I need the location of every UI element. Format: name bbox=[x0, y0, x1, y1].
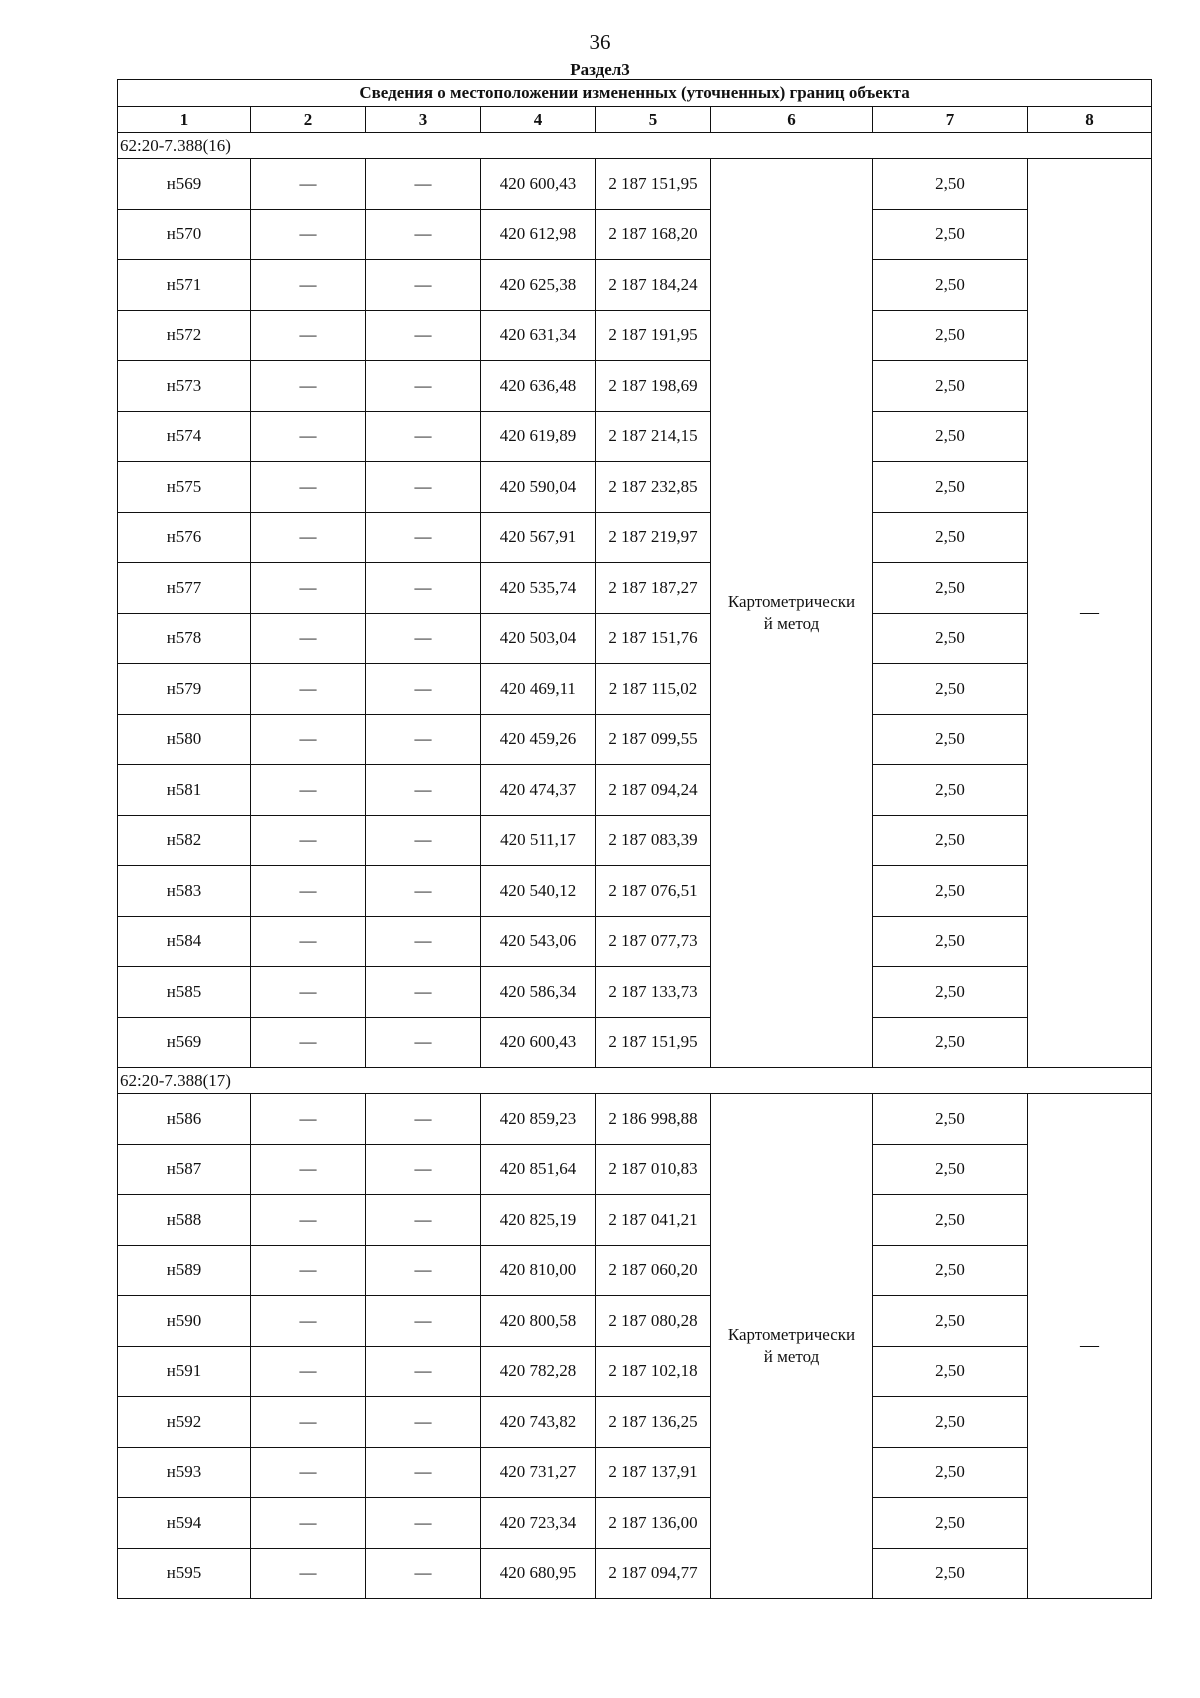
column-2-value: — bbox=[251, 159, 366, 210]
x-coordinate: 420 723,34 bbox=[481, 1498, 596, 1549]
table-row bbox=[118, 310, 1152, 361]
accuracy-value: 2,50 bbox=[873, 1397, 1028, 1448]
column-3-value: — bbox=[366, 664, 481, 715]
column-3-value: — bbox=[366, 613, 481, 664]
column-number: 6 bbox=[711, 107, 873, 133]
point-name: н593 bbox=[118, 1447, 251, 1498]
table-row bbox=[118, 765, 1152, 816]
column-number: 1 bbox=[118, 107, 251, 133]
point-name: н577 bbox=[118, 563, 251, 614]
y-coordinate: 2 187 077,73 bbox=[596, 916, 711, 967]
table-row bbox=[118, 1195, 1152, 1246]
accuracy-value: 2,50 bbox=[873, 1548, 1028, 1599]
page-number: 36 bbox=[589, 30, 611, 54]
column-3-value: — bbox=[366, 967, 481, 1018]
table-row bbox=[118, 967, 1152, 1018]
y-coordinate: 2 187 060,20 bbox=[596, 1245, 711, 1296]
column-3-value: — bbox=[366, 1346, 481, 1397]
x-coordinate: 420 511,17 bbox=[481, 815, 596, 866]
x-coordinate: 420 859,23 bbox=[481, 1094, 596, 1145]
x-coordinate: 420 851,64 bbox=[481, 1144, 596, 1195]
column-2-value: — bbox=[251, 1447, 366, 1498]
table-row bbox=[118, 260, 1152, 311]
column-3-value: — bbox=[366, 1144, 481, 1195]
column-2-value: — bbox=[251, 714, 366, 765]
x-coordinate: 420 800,58 bbox=[481, 1296, 596, 1347]
column-2-value: — bbox=[251, 1144, 366, 1195]
column-2-value: — bbox=[251, 866, 366, 917]
x-coordinate: 420 631,34 bbox=[481, 310, 596, 361]
x-coordinate: 420 612,98 bbox=[481, 209, 596, 260]
accuracy-value: 2,50 bbox=[873, 1447, 1028, 1498]
column-3-value: — bbox=[366, 916, 481, 967]
column-3-value: — bbox=[366, 714, 481, 765]
y-coordinate: 2 187 151,76 bbox=[596, 613, 711, 664]
boundary-coordinates-table bbox=[117, 79, 1152, 1599]
y-coordinate: 2 187 184,24 bbox=[596, 260, 711, 311]
method-cell bbox=[711, 159, 873, 1068]
y-coordinate: 2 187 076,51 bbox=[596, 866, 711, 917]
y-coordinate: 2 187 083,39 bbox=[596, 815, 711, 866]
column-2-value: — bbox=[251, 1245, 366, 1296]
table-row bbox=[118, 1296, 1152, 1347]
group-header-row bbox=[118, 1068, 1152, 1094]
column-number: 2 bbox=[251, 107, 366, 133]
y-coordinate: 2 187 187,27 bbox=[596, 563, 711, 614]
point-name: н589 bbox=[118, 1245, 251, 1296]
point-name: н586 bbox=[118, 1094, 251, 1145]
method-cell bbox=[711, 1094, 873, 1599]
method-text-line2: й метод bbox=[763, 1347, 820, 1366]
x-coordinate: 420 743,82 bbox=[481, 1397, 596, 1448]
accuracy-value: 2,50 bbox=[873, 967, 1028, 1018]
column-2-value: — bbox=[251, 765, 366, 816]
x-coordinate: 420 535,74 bbox=[481, 563, 596, 614]
column-2-value: — bbox=[251, 664, 366, 715]
y-coordinate: 2 187 219,97 bbox=[596, 512, 711, 563]
column-3-value: — bbox=[366, 512, 481, 563]
accuracy-value: 2,50 bbox=[873, 714, 1028, 765]
x-coordinate: 420 782,28 bbox=[481, 1346, 596, 1397]
table-body bbox=[118, 80, 1152, 1599]
accuracy-value: 2,50 bbox=[873, 1195, 1028, 1246]
x-coordinate: 420 503,04 bbox=[481, 613, 596, 664]
point-name: н588 bbox=[118, 1195, 251, 1246]
x-coordinate: 420 680,95 bbox=[481, 1548, 596, 1599]
x-coordinate: 420 543,06 bbox=[481, 916, 596, 967]
table-row bbox=[118, 512, 1152, 563]
accuracy-value: 2,50 bbox=[873, 1346, 1028, 1397]
point-name: н584 bbox=[118, 916, 251, 967]
point-name: н569 bbox=[118, 1017, 251, 1068]
column-2-value: — bbox=[251, 411, 366, 462]
column-2-value: — bbox=[251, 1195, 366, 1246]
column-8-value: — bbox=[1028, 159, 1152, 1068]
table-row bbox=[118, 159, 1152, 210]
column-3-value: — bbox=[366, 1017, 481, 1068]
x-coordinate: 420 459,26 bbox=[481, 714, 596, 765]
y-coordinate: 2 187 168,20 bbox=[596, 209, 711, 260]
accuracy-value: 2,50 bbox=[873, 1144, 1028, 1195]
point-name: н587 bbox=[118, 1144, 251, 1195]
column-number: 3 bbox=[366, 107, 481, 133]
group-label: 62:20-7.388(16) bbox=[118, 133, 1152, 159]
y-coordinate: 2 187 232,85 bbox=[596, 462, 711, 513]
table-row bbox=[118, 411, 1152, 462]
column-3-value: — bbox=[366, 1498, 481, 1549]
column-2-value: — bbox=[251, 916, 366, 967]
point-name: н574 bbox=[118, 411, 251, 462]
accuracy-value: 2,50 bbox=[873, 159, 1028, 210]
table-caption-row bbox=[118, 80, 1152, 107]
column-2-value: — bbox=[251, 260, 366, 311]
column-3-value: — bbox=[366, 159, 481, 210]
method-text-line1: Картометрически bbox=[727, 592, 856, 611]
y-coordinate: 2 187 136,00 bbox=[596, 1498, 711, 1549]
x-coordinate: 420 567,91 bbox=[481, 512, 596, 563]
column-2-value: — bbox=[251, 563, 366, 614]
accuracy-value: 2,50 bbox=[873, 815, 1028, 866]
accuracy-value: 2,50 bbox=[873, 1245, 1028, 1296]
column-2-value: — bbox=[251, 310, 366, 361]
accuracy-value: 2,50 bbox=[873, 866, 1028, 917]
column-2-value: — bbox=[251, 361, 366, 412]
point-name: н579 bbox=[118, 664, 251, 715]
column-3-value: — bbox=[366, 1296, 481, 1347]
x-coordinate: 420 600,43 bbox=[481, 159, 596, 210]
accuracy-value: 2,50 bbox=[873, 1094, 1028, 1145]
table-row bbox=[118, 1017, 1152, 1068]
accuracy-value: 2,50 bbox=[873, 1017, 1028, 1068]
column-3-value: — bbox=[366, 1245, 481, 1296]
column-number: 7 bbox=[873, 107, 1028, 133]
column-number: 8 bbox=[1028, 107, 1152, 133]
table-row bbox=[118, 462, 1152, 513]
column-3-value: — bbox=[366, 563, 481, 614]
accuracy-value: 2,50 bbox=[873, 462, 1028, 513]
column-2-value: — bbox=[251, 209, 366, 260]
column-3-value: — bbox=[366, 1094, 481, 1145]
table-row bbox=[118, 361, 1152, 412]
column-3-value: — bbox=[366, 866, 481, 917]
y-coordinate: 2 187 191,95 bbox=[596, 310, 711, 361]
column-2-value: — bbox=[251, 1017, 366, 1068]
column-2-value: — bbox=[251, 1548, 366, 1599]
column-3-value: — bbox=[366, 310, 481, 361]
column-2-value: — bbox=[251, 1397, 366, 1448]
table-row bbox=[118, 916, 1152, 967]
table-row bbox=[118, 209, 1152, 260]
point-name: н575 bbox=[118, 462, 251, 513]
column-3-value: — bbox=[366, 815, 481, 866]
accuracy-value: 2,50 bbox=[873, 613, 1028, 664]
x-coordinate: 420 469,11 bbox=[481, 664, 596, 715]
point-name: н583 bbox=[118, 866, 251, 917]
x-coordinate: 420 636,48 bbox=[481, 361, 596, 412]
column-3-value: — bbox=[366, 1447, 481, 1498]
point-name: н581 bbox=[118, 765, 251, 816]
section-title: Раздел3 bbox=[570, 60, 630, 79]
x-coordinate: 420 619,89 bbox=[481, 411, 596, 462]
y-coordinate: 2 187 094,77 bbox=[596, 1548, 711, 1599]
accuracy-value: 2,50 bbox=[873, 310, 1028, 361]
column-2-value: — bbox=[251, 1498, 366, 1549]
column-2-value: — bbox=[251, 815, 366, 866]
point-name: н590 bbox=[118, 1296, 251, 1347]
column-8-value: — bbox=[1028, 1094, 1152, 1599]
point-name: н580 bbox=[118, 714, 251, 765]
table-row bbox=[118, 1397, 1152, 1448]
point-name: н576 bbox=[118, 512, 251, 563]
x-coordinate: 420 474,37 bbox=[481, 765, 596, 816]
group-label: 62:20-7.388(17) bbox=[118, 1068, 1152, 1094]
table-row bbox=[118, 1346, 1152, 1397]
accuracy-value: 2,50 bbox=[873, 209, 1028, 260]
table-row bbox=[118, 1094, 1152, 1145]
point-name: н569 bbox=[118, 159, 251, 210]
point-name: н595 bbox=[118, 1548, 251, 1599]
column-3-value: — bbox=[366, 1397, 481, 1448]
y-coordinate: 2 186 998,88 bbox=[596, 1094, 711, 1145]
column-2-value: — bbox=[251, 1346, 366, 1397]
accuracy-value: 2,50 bbox=[873, 916, 1028, 967]
y-coordinate: 2 187 214,15 bbox=[596, 411, 711, 462]
point-name: н594 bbox=[118, 1498, 251, 1549]
table-caption: Сведения о местоположении измененных (уточненных) границ объекта bbox=[118, 80, 1152, 107]
accuracy-value: 2,50 bbox=[873, 664, 1028, 715]
column-2-value: — bbox=[251, 1094, 366, 1145]
column-3-value: — bbox=[366, 1548, 481, 1599]
column-2-value: — bbox=[251, 512, 366, 563]
column-number: 4 bbox=[481, 107, 596, 133]
accuracy-value: 2,50 bbox=[873, 512, 1028, 563]
x-coordinate: 420 810,00 bbox=[481, 1245, 596, 1296]
point-name: н585 bbox=[118, 967, 251, 1018]
accuracy-value: 2,50 bbox=[873, 260, 1028, 311]
y-coordinate: 2 187 099,55 bbox=[596, 714, 711, 765]
y-coordinate: 2 187 137,91 bbox=[596, 1447, 711, 1498]
table-row bbox=[118, 563, 1152, 614]
table-row bbox=[118, 714, 1152, 765]
table-row bbox=[118, 1245, 1152, 1296]
accuracy-value: 2,50 bbox=[873, 411, 1028, 462]
y-coordinate: 2 187 041,21 bbox=[596, 1195, 711, 1246]
y-coordinate: 2 187 151,95 bbox=[596, 1017, 711, 1068]
point-name: н573 bbox=[118, 361, 251, 412]
accuracy-value: 2,50 bbox=[873, 1296, 1028, 1347]
x-coordinate: 420 731,27 bbox=[481, 1447, 596, 1498]
y-coordinate: 2 187 010,83 bbox=[596, 1144, 711, 1195]
column-3-value: — bbox=[366, 260, 481, 311]
column-2-value: — bbox=[251, 613, 366, 664]
table-row bbox=[118, 1447, 1152, 1498]
table-row bbox=[118, 1548, 1152, 1599]
y-coordinate: 2 187 115,02 bbox=[596, 664, 711, 715]
accuracy-value: 2,50 bbox=[873, 1498, 1028, 1549]
y-coordinate: 2 187 136,25 bbox=[596, 1397, 711, 1448]
column-number: 5 bbox=[596, 107, 711, 133]
method-text-line1: Картометрически bbox=[727, 1325, 856, 1344]
y-coordinate: 2 187 080,28 bbox=[596, 1296, 711, 1347]
y-coordinate: 2 187 133,73 bbox=[596, 967, 711, 1018]
column-2-value: — bbox=[251, 462, 366, 513]
y-coordinate: 2 187 102,18 bbox=[596, 1346, 711, 1397]
y-coordinate: 2 187 198,69 bbox=[596, 361, 711, 412]
point-name: н582 bbox=[118, 815, 251, 866]
y-coordinate: 2 187 094,24 bbox=[596, 765, 711, 816]
column-3-value: — bbox=[366, 765, 481, 816]
point-name: н571 bbox=[118, 260, 251, 311]
point-name: н570 bbox=[118, 209, 251, 260]
accuracy-value: 2,50 bbox=[873, 765, 1028, 816]
column-numbers-row bbox=[118, 107, 1152, 133]
table-row bbox=[118, 664, 1152, 715]
table-row bbox=[118, 613, 1152, 664]
table-row bbox=[118, 1144, 1152, 1195]
accuracy-value: 2,50 bbox=[873, 361, 1028, 412]
method-text-line2: й метод bbox=[763, 614, 820, 633]
point-name: н572 bbox=[118, 310, 251, 361]
point-name: н592 bbox=[118, 1397, 251, 1448]
x-coordinate: 420 625,38 bbox=[481, 260, 596, 311]
x-coordinate: 420 590,04 bbox=[481, 462, 596, 513]
column-2-value: — bbox=[251, 967, 366, 1018]
column-3-value: — bbox=[366, 1195, 481, 1246]
group-header-row bbox=[118, 133, 1152, 159]
column-2-value: — bbox=[251, 1296, 366, 1347]
column-3-value: — bbox=[366, 462, 481, 513]
x-coordinate: 420 586,34 bbox=[481, 967, 596, 1018]
column-3-value: — bbox=[366, 361, 481, 412]
x-coordinate: 420 825,19 bbox=[481, 1195, 596, 1246]
x-coordinate: 420 600,43 bbox=[481, 1017, 596, 1068]
table-row bbox=[118, 866, 1152, 917]
column-3-value: — bbox=[366, 209, 481, 260]
accuracy-value: 2,50 bbox=[873, 563, 1028, 614]
x-coordinate: 420 540,12 bbox=[481, 866, 596, 917]
point-name: н578 bbox=[118, 613, 251, 664]
table-row bbox=[118, 1498, 1152, 1549]
column-3-value: — bbox=[366, 411, 481, 462]
table-row bbox=[118, 815, 1152, 866]
point-name: н591 bbox=[118, 1346, 251, 1397]
y-coordinate: 2 187 151,95 bbox=[596, 159, 711, 210]
